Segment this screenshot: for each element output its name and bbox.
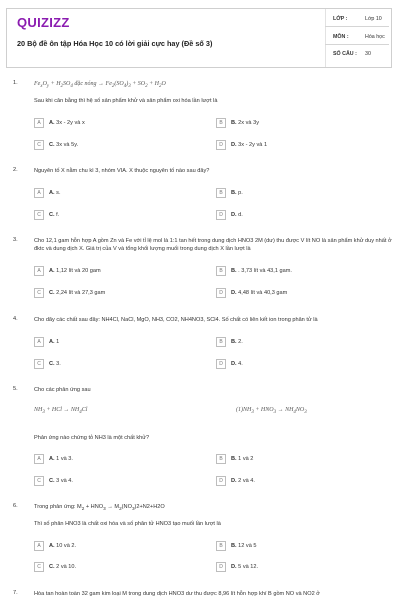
meta-count-label: SỐ CÂU : (333, 51, 357, 57)
option-letter: D (216, 562, 226, 572)
option-letter: B (216, 266, 226, 276)
reaction-left: $NH_3$ + HCl → $NH_4Cl$ (34, 407, 88, 416)
option-letter: D (216, 140, 226, 150)
option-letter: C (34, 359, 44, 369)
option-letter: A (34, 266, 44, 276)
option-letter: D (216, 210, 226, 220)
option-letter: B (216, 188, 226, 198)
quizizz-logo: QUIZIZZ (17, 15, 70, 30)
question-number: 1. (13, 80, 18, 86)
question-text: Sau khi cân bằng thì hệ số sản phẩm khử và sản phẩm oxi hóa lần lượt là (34, 98, 218, 104)
question-subtext: Phản ứng nào chứng tỏ NH3 là một chất khử? (34, 435, 150, 441)
meta-grade-value: Lớp 10 (365, 16, 382, 22)
question-formula: Trong phản ứng: $M_2 + HNO_3 \to M_2(NO_3)2+N2+H2O$ (34, 504, 165, 512)
question-text: Cho các phản ứng sau (34, 387, 91, 393)
meta-subject-label: MÔN : (333, 34, 349, 40)
option-letter: D (216, 476, 226, 486)
option-letter: A (34, 454, 44, 464)
question-number: 2. (13, 167, 18, 173)
option-letter: C (34, 140, 44, 150)
option-letter: D (216, 359, 226, 369)
question-number: 7. (13, 590, 18, 596)
option-letter: D (216, 288, 226, 298)
question-text: Cho 12,1 gam hỗn hợp A gồm Zn và Fe với tỉ lệ mol là 1:1 tan hết trong dung dịch HNO3 2M (dư) thu được V lít NO là sản phẩm khử duy nhất ở đktc và dung dịch X. Giá trị của V và tổng khối lượng muối trong dung dịch X lần lượt là (34, 238, 392, 252)
option-letter: B (216, 337, 226, 347)
meta-count-value: 30 (365, 51, 371, 57)
option-letter: B (216, 118, 226, 128)
question-text: Nguyên tố X nằm chu kì 3, nhóm VIA. X thuộc nguyên tố nào sau đây? (34, 168, 210, 174)
option-letter: A (34, 541, 44, 551)
reaction-right: $(1)NH_3 + HNO_3 \to NH_4NO_3$ (236, 407, 307, 416)
question-number: 4. (13, 316, 18, 322)
question-text: Cho dãy các chất sau đây: NH4Cl, NaCl, MgO, NH3, CO2, NH4NO3, SCl4. Số chất có liên kết ion trong phân tử là (34, 317, 318, 323)
document-header (6, 8, 392, 68)
document-title: 20 Bộ đề ôn tập Hóa Học 10 có lời giải cực hay (Đề số 3) (17, 39, 213, 48)
meta-grade (325, 13, 393, 27)
option-letter: A (34, 188, 44, 198)
option-letter: A (34, 337, 44, 347)
meta-question-count (325, 48, 393, 62)
question-formula: $Fe_xO_y + H_2SO_4$ đặc nóng → $Fe_2(SO_4)_3 + SO_2 + H_2O$ (34, 81, 166, 90)
meta-subject (325, 31, 393, 45)
meta-subject-value: Hóa học (365, 34, 385, 40)
option-letter: B (216, 454, 226, 464)
question-number: 5. (13, 386, 18, 392)
option-letter: C (34, 210, 44, 220)
option-letter: C (34, 562, 44, 572)
meta-grade-label: LỚP : (333, 16, 348, 22)
option-letter: C (34, 288, 44, 298)
option-letter: A (34, 118, 44, 128)
question-number: 3. (13, 237, 18, 243)
question-number: 6. (13, 503, 18, 509)
question-subtext: Thì số phân HNO3 là chất oxi hóa và số phân tử HNO3 tạo muối lần lượt là (34, 521, 221, 527)
question-text: Hòa tan hoàn toàn 32 gam kim loại M trong dung dịch HNO3 dư thu được 8,96 lít hỗn hợp khí B gồm NO và NO2 ở (34, 591, 320, 597)
option-letter: B (216, 541, 226, 551)
option-letter: C (34, 476, 44, 486)
